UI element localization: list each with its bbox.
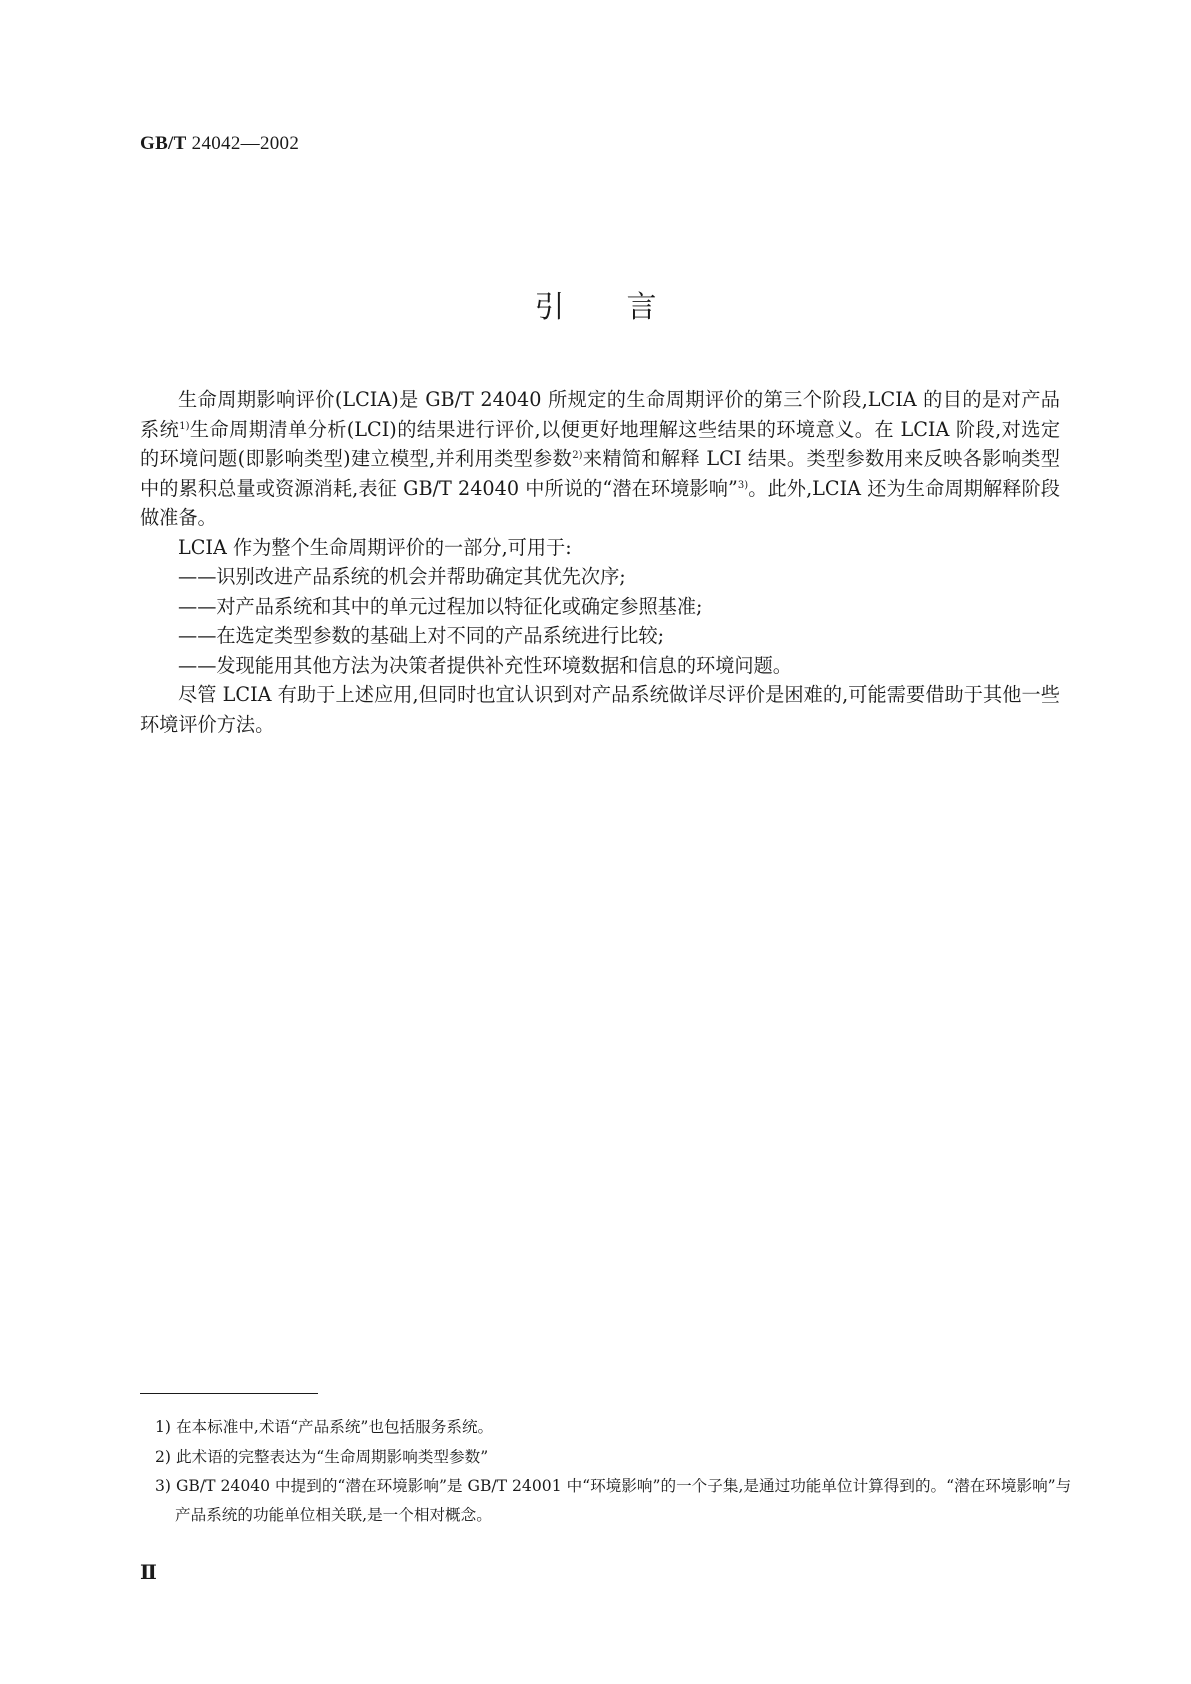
paragraph-1-part-c: 来精简和解释 LCI 结果。类型参数用来反映各影响类型中的累积总量或资源消耗,表征 GB/T 24040 中所说的“潜在环境影响” [140,447,1060,500]
footnotes [140,1413,1080,1529]
paragraph-1-part-b: 生命周期清单分析(LCI)的结果进行评价,以便更好地理解这些结果的环境意义。在 LCIA 阶段,对选定的环境问题(即影响类型)建立模型,并利用类型参数 [140,417,1061,470]
list-item: ——发现能用其他方法为决策者提供补充性环境数据和信息的环境问题。 [178,653,792,677]
paragraph-3: 尽管 LCIA 有助于上述应用,但同时也宜认识到对产品系统做详尽评价是困难的,可能需要借助于其他一些环境评价方法。 [140,683,1060,736]
list-item: ——在选定类型参数的基础上对不同的产品系统进行比较; [178,624,665,647]
paragraph-1-part-d: 。此外,LCIA 还为生命周期解释阶段做准备。 [140,476,1060,529]
page-title: 引言 [534,290,719,325]
standard-code: GB/T [140,133,187,154]
footnote-1: 1) 在本标准中,术语“产品系统”也包括服务系统。 [155,1418,494,1436]
page-number: Ⅱ [140,1560,157,1584]
document-header [140,133,299,155]
paragraph-1 [140,385,1060,533]
list-item: ——识别改进产品系统的机会并帮助确定其优先次序; [178,565,626,588]
footnote-2: 2) 此术语的完整表达为“生命周期影响类型参数” [155,1447,489,1466]
paragraph-2: LCIA 作为整个生命周期评价的一部分,可用于: [178,535,572,559]
footnote-ref-3: 3) [737,479,749,491]
introduction-body [140,385,1060,739]
footnote-3: 3) GB/T 24040 中提到的“潜在环境影响”是 GB/T 24001 中“环境影响”的一个子集,是通过功能单位计算得到的。“潜在环境影响”与产品系统的功能单位相关联,是一个相对概念。 [155,1477,1072,1524]
footnote-divider [140,1393,318,1394]
footnote-ref-1: 1) [179,420,190,432]
standard-number: 24042—2002 [186,133,300,154]
footnote-ref-2: 2) [572,450,583,461]
list-item: ——对产品系统和其中的单元过程加以特征化或确定参照基准; [178,594,703,618]
paragraph-1-part-a: 生命周期影响评价(LCIA)是 GB/T 24040 所规定的生命周期评价的第三个阶段,LCIA 的目的是对产品系统 [140,388,1060,441]
